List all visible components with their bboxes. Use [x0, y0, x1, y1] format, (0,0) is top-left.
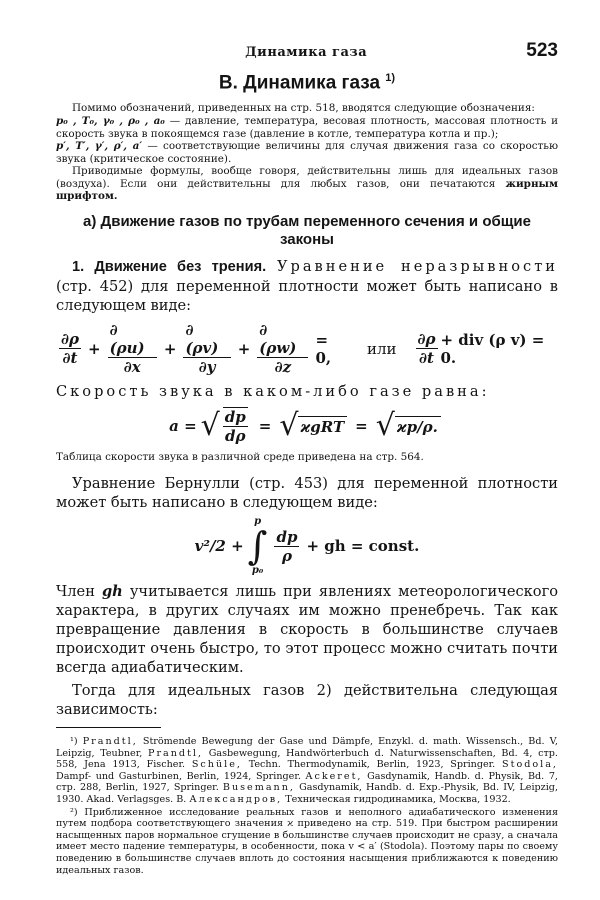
integral-sign: ∫ [247, 524, 268, 569]
footnote-rule [56, 727, 161, 728]
t3-den: ∂y [198, 358, 216, 377]
fn1-ref-7: Техническая гидродинамика, Москва, 1932. [285, 794, 511, 806]
gh-lead: Член [56, 583, 95, 601]
fn2-mark: ²) [70, 806, 78, 818]
fn1-mark: ¹) [70, 736, 78, 748]
equals-zero: = 0, [315, 330, 332, 367]
drho-den: dρ [225, 427, 246, 446]
chapter-heading [56, 72, 558, 94]
v-squared-half: v²/2 + [194, 537, 244, 556]
running-title: Динамика газа [245, 45, 368, 60]
sound-speed-text [56, 382, 558, 401]
intro-line: Помимо обозначений, приведенных на стр. 518, вводятся следующие обозначения: [72, 102, 535, 115]
dp-over-rho [274, 528, 299, 565]
sqrt-3 [375, 408, 441, 444]
fn1-author-prandtl: Prandtl, [82, 736, 138, 748]
fn1-author-stodola: Stodola, [502, 759, 558, 771]
fn1-ref-1: Strömende Bewegung der Gase und Dämpfe, Enzykl. d. math. Wissensch., Bd. V, Leipzig, Teubner, [56, 736, 558, 759]
fn1-author-ackeret: Ackeret, [305, 770, 363, 782]
sound-speed-sentence: Скорость звука в каком-либо газе равна: [56, 383, 490, 401]
sqrt-2 [279, 408, 347, 444]
symbols-critical-desc: — соответствующие величины для случая движения газа со скоростью звука (критическое состояние). [56, 140, 558, 165]
term-drho-dt [59, 330, 81, 367]
bernoulli-formula [56, 516, 558, 576]
kappa-g-r-t: ϰgRT [298, 416, 347, 436]
t1-num: ∂ρ [61, 330, 79, 349]
subsection-1-text: (стр. 452) для переменной плотности может быть написано в следующем виде: [56, 278, 558, 315]
t4-den: ∂z [274, 358, 292, 377]
section-a-title: а) Движение газов по трубам переменного сечения и общие законы [83, 213, 531, 249]
continuity-term: Уравнение неразрывности [276, 258, 558, 276]
fn1-author-busemann: Busemann, [222, 782, 295, 794]
t4-num: ∂ (ρw) [257, 321, 308, 358]
chapter-title: B. Динамика газа [218, 72, 381, 94]
gh-symbol: gh [101, 583, 123, 601]
running-header [56, 40, 558, 62]
plus-3: + [237, 339, 251, 358]
term-drhow-dz [257, 321, 308, 376]
term-drho-dt-2 [416, 330, 438, 367]
bernoulli-text: Уравнение Бернулли (стр. 453) для переменной плотности может быть написано в следующем виде: [56, 475, 558, 512]
radical-sign-3: √ [375, 408, 395, 444]
t5-den: ∂t [419, 349, 434, 368]
radical-sign-2: √ [279, 408, 299, 444]
footnote-1 [56, 736, 558, 806]
plus-2: + [163, 339, 177, 358]
b-num: dp [276, 527, 298, 546]
fn1-ref-2: Gasbewegung, Handwörterbuch d. Naturwissenschaften, Bd. 4, стр. 558, Jena 1913, Fischer. [56, 747, 558, 771]
intro-def-critical [56, 140, 558, 165]
integral-upper: p [254, 516, 262, 528]
ideal-gas-paragraph: Тогда для идеальных газов 2) действительна следующая зависимость: [56, 682, 558, 719]
symbols-rest: p₀ , T₀, γ₀ , ρ₀ , a₀ [56, 114, 165, 127]
footnote-2 [56, 807, 558, 877]
symbols-rest-desc: — давление, температура, весовая плотность, массовая плотность и скорость звука в покоящемся газе (давление в котле, температура котла и пр.); [56, 114, 559, 140]
subsection-1 [56, 257, 558, 315]
subsection-1-label: 1. Движение без трения. [72, 259, 267, 276]
sqrt-1 [201, 407, 251, 445]
gh-paragraph [56, 582, 558, 677]
b-den: ρ [281, 546, 292, 565]
t1-den: ∂t [62, 349, 78, 368]
t2-num: ∂ (ρu) [108, 321, 157, 358]
term-drhou-dx [108, 321, 157, 376]
t3-num: ∂ (ρv) [183, 321, 230, 358]
plus-1: + [88, 339, 101, 358]
validity-bold: жирным шрифтом. [56, 177, 558, 203]
dp-num: dp [224, 408, 246, 427]
sound-table-note: Таблица скорости звука в различной среде приведена на стр. 564. [56, 451, 424, 464]
validity-text: Приводимые формулы, вообще говоря, действительны лишь для идеальных газов (воздуха). Если они действительны для любых газов, они печатаются [56, 165, 558, 190]
intro-def-rest [56, 115, 558, 140]
t2-den: ∂x [123, 358, 141, 377]
a-equals: a = [169, 417, 197, 436]
fn1-author-alexandrov: Александров, [189, 794, 283, 806]
gh-const: + gh = const. [306, 537, 420, 556]
sound-speed-formula [56, 407, 558, 445]
fn1-author-schule: Schüle, [191, 759, 242, 771]
page-number: 523 [526, 40, 558, 61]
fn2-text: Приближенное исследование реальных газов и неполного адиабатического изменения путем подбора соответствующего значения ϰ приведено на стр. 519. При быстром расширении насыщенных паров нормальное сгущение в большинстве случаев происходит не сразу, а сначала имеет место падение температуры, в особенности, пока v < a′ (Stodola). Поэтому пары по своему поведению в большинстве случаев вплоть до состояния насыщения приближаются к поведению идеальных газов. [56, 806, 558, 876]
fn1-author-prandtl-2: Prandtl, [147, 747, 204, 759]
div-term: + div (ρ v) = 0. [440, 330, 545, 367]
symbols-critical: p′, T′, γ′, ρ′, a′ [56, 140, 143, 153]
continuity-equation [56, 321, 558, 376]
equals-2: = [258, 417, 272, 436]
term-drhov-dy [183, 321, 230, 376]
integral-lower: p₀ [251, 565, 264, 577]
t5-num: ∂ρ [417, 330, 436, 349]
gh-rest: учитывается лишь при явлениях метеорологического характера, в других случаях им можно пренебречь. Так как превращение давления в скорость в большинстве случаев происходит очень быстро, то этот процесс можно считать почти всегда адиабатическим. [56, 583, 559, 677]
fn1-ref-3: Techn. Thermodynamik, Berlin, 1923, Springer. [248, 759, 496, 771]
kappa-p-rho: ϰp/ρ. [395, 416, 441, 436]
radical-sign-1: √ [200, 408, 220, 444]
fn1-ref-5: Gasdynamik, Handb. d. Physik, Bd. 7, стр. 288, Berlin, 1927, Springer. [56, 770, 558, 794]
fn1-ref-4: Dampf- und Gasturbinen, Berlin, 1924, Springer. [56, 770, 301, 782]
equals-3: = [355, 417, 368, 436]
intro-validity [56, 165, 558, 203]
integral [248, 516, 268, 576]
or-word: или [366, 339, 397, 358]
dp-drho [223, 407, 248, 445]
fn1-ref-6: Gasdynamik, Handb. d. Exp.-Physik, Bd. IV, Leipzig, 1930. Akad. Verlagsges. B. [56, 782, 558, 806]
chapter-footnote-mark: 1) [385, 72, 396, 84]
